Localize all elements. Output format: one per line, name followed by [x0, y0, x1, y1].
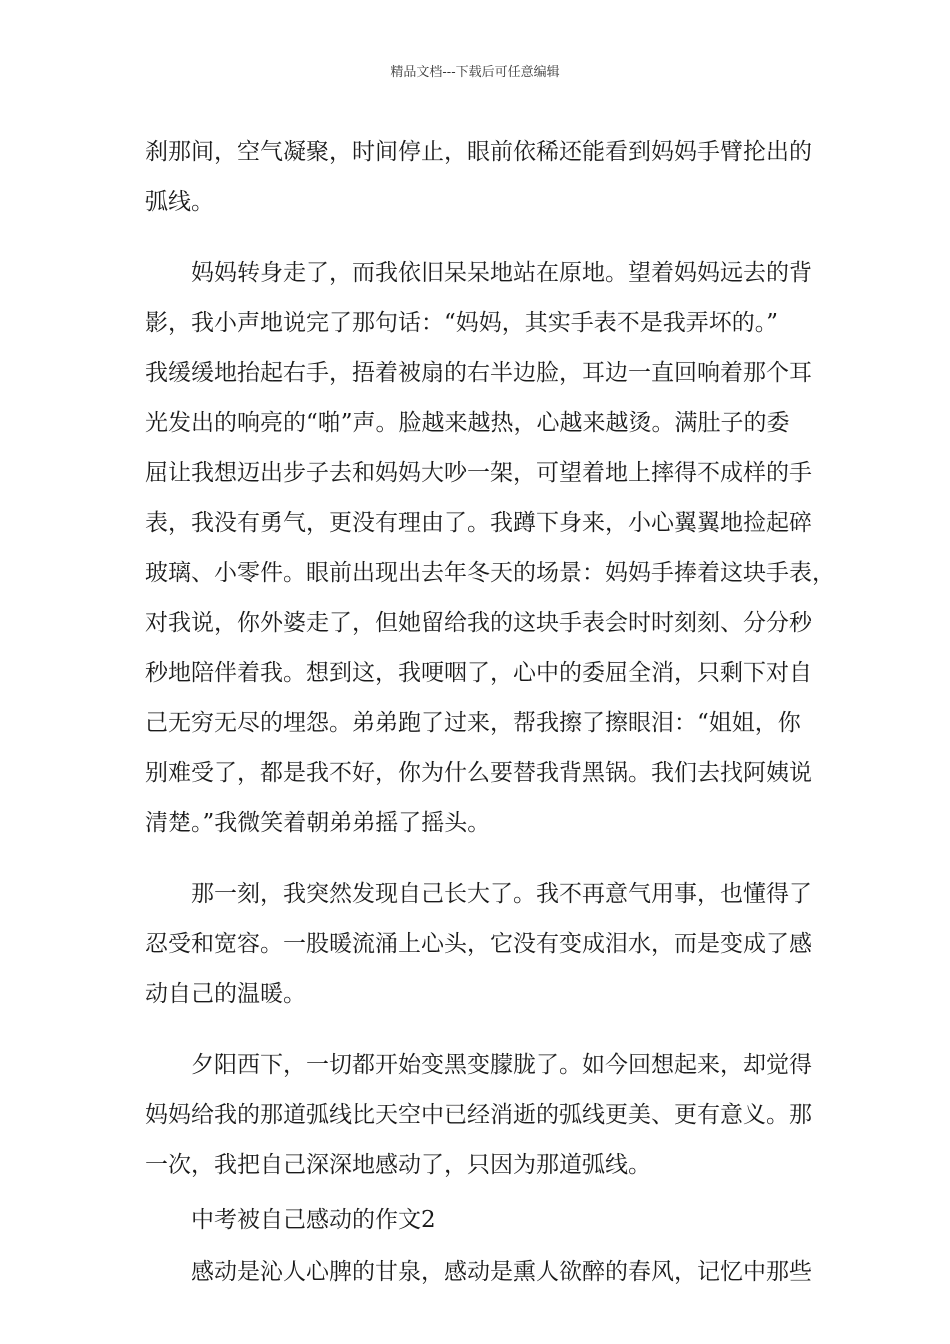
- text-line: 清楚。”我微笑着朝弟弟摇了摇头。: [145, 810, 491, 836]
- text-line: 弧线。: [145, 189, 214, 215]
- text-line: 别难受了，都是我不好，你为什么要替我背黑锅。我们去找阿姨说: [145, 760, 812, 786]
- paragraph: [145, 248, 835, 848]
- text-line: 秒地陪伴着我。想到这，我哽咽了，心中的委屈全消，只剩下对自: [145, 660, 812, 686]
- text-line: 动自己的温暖。: [145, 981, 306, 1007]
- text-line: 对我说，你外婆走了，但她留给我的这块手表会时时刻刻、分分秒: [145, 610, 812, 636]
- text-line: 感动是沁人心脾的甘泉，感动是熏人欲醉的春风，记忆中那些: [191, 1259, 812, 1285]
- text-line: 影，我小声地说完了那句话：“妈妈，其实手表不是我弄坏的。”: [145, 310, 779, 336]
- page-header: 精品文档---下载后可任意编辑: [390, 65, 560, 80]
- text-line: 玻璃、小零件。眼前出现出去年冬天的场景：妈妈手捧着这块手表，: [145, 560, 835, 586]
- text-line: 表，我没有勇气，更没有理由了。我蹲下身来，小心翼翼地捡起碎: [145, 510, 812, 536]
- paragraph: [145, 1040, 810, 1190]
- text-line: 刹那间，空气凝聚，时间停止，眼前依稀还能看到妈妈手臂抡出的: [145, 139, 812, 165]
- text-line: 忍受和宽容。一股暖流涌上心头，它没有变成泪水，而是变成了感: [145, 931, 812, 957]
- text-line: 光发出的响亮的“啪”声。脸越来越热，心越来越烫。满肚子的委: [145, 410, 790, 436]
- text-line: 妈妈转身走了，而我依旧呆呆地站在原地。望着妈妈远去的背: [191, 260, 812, 286]
- text-line: 我缓缓地抬起右手，捂着被扇的右半边脸，耳边一直回响着那个耳: [145, 360, 812, 386]
- text-line: 一次，我把自己深深地感动了，只因为那道弧线。: [145, 1152, 651, 1178]
- text-line: 屈让我想迈出步子去和妈妈大吵一架，可望着地上摔得不成样的手: [145, 460, 812, 486]
- text-line: 夕阳西下，一切都开始变黑变朦胧了。如今回想起来，却觉得: [191, 1052, 812, 1078]
- document-body: [145, 127, 835, 1297]
- text-line: 妈妈给我的那道弧线比天空中已经消逝的弧线更美、更有意义。那: [145, 1102, 812, 1128]
- heading-text: 中考被自己感动的作文2: [191, 1207, 436, 1233]
- section-heading: [145, 1195, 810, 1245]
- paragraph: [145, 869, 810, 1019]
- paragraph: [145, 127, 810, 227]
- paragraph: [145, 1247, 810, 1297]
- text-line: 那一刻，我突然发现自己长大了。我不再意气用事，也懂得了: [191, 881, 812, 907]
- text-line: 己无穷无尽的埋怨。弟弟跑了过来，帮我擦了擦眼泪：“姐姐，你: [145, 710, 801, 736]
